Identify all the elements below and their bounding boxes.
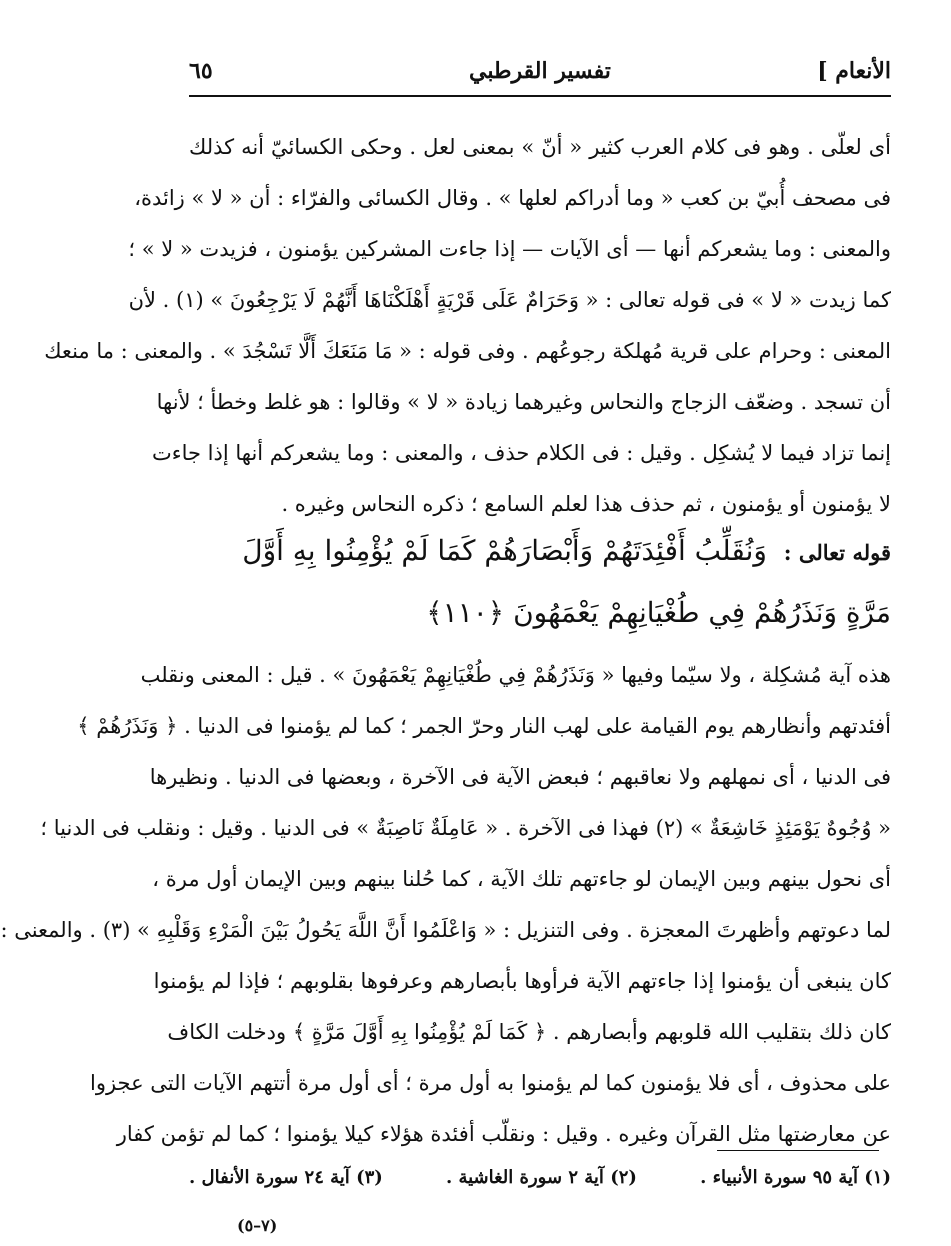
text-line: عن معارضتها مثل القرآن وغيره . وقيل : ونقلّب أفئدة هؤلاء كيلا يؤمنوا ؛ كما لم تؤمن كفار	[116, 1122, 891, 1146]
text-line: أن تسجد . وضعّف الزجاج والنحاس وغيرهما زيادة « لا » وقالوا : هو غلط وخطأ ؛ لأنها	[156, 390, 891, 414]
text-line: كان ينبغى أن يؤمنوا إذا جاءتهم الآية فرأوها بأبصارهم وعرفوها بقلوبهم ؛ فإذا لم يؤمنوا	[153, 969, 891, 993]
quran-verse	[189, 520, 891, 644]
text-line: أى لعلّى . وهو فى كلام العرب كثير « أنّ » بمعنى لعل . وحكى الكسائيّ أنه كذلك	[189, 135, 891, 159]
footnote: (٢) آية ٢ سورة الغاشية .	[445, 1166, 637, 1188]
text-line: المعنى : وحرام على قرية مُهلكة رجوعُهم . وفى قوله : « مَا مَنَعَكَ أَلَّا تَسْجُدَ » . والمعنى : ما منعك	[44, 339, 891, 363]
commentary-paragraph-1	[44, 122, 891, 530]
commentary-paragraph-2	[0, 650, 891, 1160]
text-line: « وُجُوهٌ يَوْمَئِذٍ خَاشِعَةٌ » (٢) فهذا فى الآخرة . « عَامِلَةٌ نَاصِبَةٌ » فى الدنيا . وقيل : ونقلب فى الدنيا ؛	[40, 816, 891, 840]
printer-signature: (٧–٥)	[237, 1216, 278, 1235]
verse-text: وَنُقَلِّبُ أَفْئِدَتَهُمْ وَأَبْصَارَهُمْ كَمَا لَمْ يُؤْمِنُوا بِهِ أَوَّلَ	[242, 534, 767, 567]
text-line: فى الدنيا ، أى نمهلهم ولا نعاقبهم ؛ فبعض الآية فى الآخرة ، وبعضها فى الدنيا . ونظيرها	[149, 765, 891, 789]
footnote: (٣) آية ٢٤ سورة الأنفال .	[189, 1166, 383, 1188]
page-number: ٦٥	[189, 58, 213, 84]
text-line: إنما تزاد فيما لا يُشكِل . وقيل : فى الكلام حذف ، والمعنى : وما يشعركم أنها إذا جاءت	[151, 441, 891, 465]
text-line: لما دعوتهم وأظهرتَ المعجزة . وفى التنزيل : « وَاعْلَمُوا أَنَّ اللَّهَ يَحُولُ بَيْنَ الْمَرْءِ وَقَلْبِهِ » (٣) . والمعنى :	[0, 918, 891, 942]
footnotes	[189, 1160, 891, 1194]
text-line: والمعنى : وما يشعركم أنها — أى الآيات — إذا جاءت المشركين يؤمنون ، فزيدت « لا » ؛	[128, 237, 891, 261]
text-line: لا يؤمنون أو يؤمنون ، ثم حذف هذا لعلم السامع ؛ ذكره النحاس وغيره .	[281, 492, 891, 516]
verse-line	[189, 520, 891, 582]
text-line: هذه آية مُشكِلة ، ولا سيّما وفيها « وَنَذَرُهُمْ فِي طُغْيَانِهِمْ يَعْمَهُونَ » . قيل : المعنى ونقلب	[140, 663, 891, 687]
text-line: على محذوف ، أى فلا يؤمنون كما لم يؤمنوا به أول مرة ؛ أى أول مرة أتتهم الآيات التى عجزوا	[89, 1071, 891, 1095]
footnote: (١) آية ٩٥ سورة الأنبياء .	[700, 1166, 891, 1188]
text-line: أفئدتهم وأنظارهم يوم القيامة على لهب النار وحرّ الجمر ؛ كما لم يؤمنوا فى الدنيا . ﴿ وَنَذَرُهُمْ ﴾	[77, 714, 891, 738]
text-line: فى مصحف أُبيّ بن كعب « وما أدراكم لعلها » . وقال الكسائى والفرّاء : أن « لا » زائدة،	[134, 186, 891, 210]
text-line: كما زيدت « لا » فى قوله تعالى : « وَحَرَامٌ عَلَى قَرْيَةٍ أَهْلَكْنَاهَا أَنَّهُمْ لَا يَرْجِعُونَ » (١) . لأن	[128, 288, 891, 312]
header-rule	[189, 95, 891, 97]
footnote-rule	[717, 1150, 879, 1151]
verse-line: مَرَّةٍ وَنَذَرُهُمْ فِي طُغْيَانِهِمْ يَعْمَهُونَ ﴿١١٠﴾	[426, 596, 891, 629]
chapter-title: الأنعام ]	[817, 58, 891, 84]
book-title: تفسير القرطبي	[469, 58, 611, 84]
page-header	[189, 48, 891, 94]
verse-intro: قوله تعالى :	[783, 540, 891, 565]
text-line: أى نحول بينهم وبين الإيمان لو جاءتهم تلك الآية ، كما حُلنا بينهم وبين الإيمان أول مرة ،	[152, 867, 891, 891]
text-line: كان ذلك بتقليب الله قلوبهم وأبصارهم . ﴿ كَمَا لَمْ يُؤْمِنُوا بِهِ أَوَّلَ مَرَّةٍ ﴾ ودخلت الكاف	[167, 1020, 891, 1044]
